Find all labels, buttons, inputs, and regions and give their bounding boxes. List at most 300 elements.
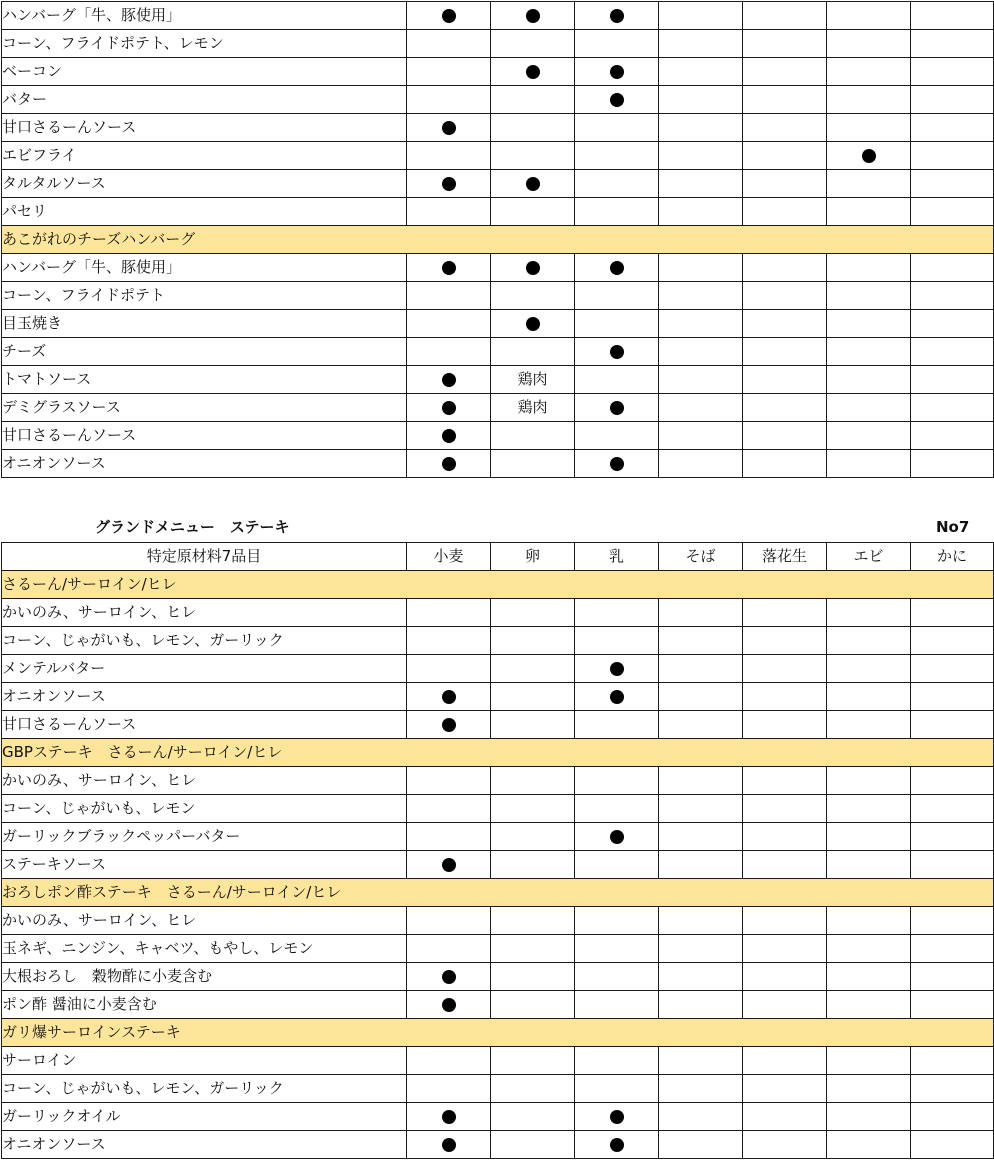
contains-dot-icon: [442, 429, 456, 443]
allergen-cell: [491, 851, 575, 879]
contains-dot-icon: [442, 177, 456, 191]
contains-dot-icon: [442, 718, 456, 732]
allergen-cell: [827, 282, 911, 310]
section-title: あこがれのチーズハンバーグ: [2, 226, 994, 254]
allergen-cell: [743, 1075, 827, 1103]
contains-dot-icon: [526, 9, 540, 23]
allergen-table-hamburg: [1, 1, 994, 478]
allergen-cell: [659, 655, 743, 683]
allergen-cell: [659, 450, 743, 478]
allergen-cell: [743, 599, 827, 627]
ingredient-label: 大根おろし 穀物酢に小麦含む: [2, 963, 407, 991]
allergen-cell: [743, 450, 827, 478]
allergen-cell: [407, 907, 491, 935]
table-row: [2, 1131, 994, 1159]
allergen-cell: [575, 683, 659, 711]
ingredient-label: ポン酢 醤油に小麦含む: [2, 991, 407, 1019]
allergen-cell: [659, 86, 743, 114]
contains-dot-icon: [610, 9, 624, 23]
allergen-cell: [407, 991, 491, 1019]
allergen-cell: [491, 599, 575, 627]
allergen-cell: [911, 2, 994, 30]
allergen-cell: [659, 767, 743, 795]
allergen-cell: [743, 2, 827, 30]
allergen-cell: [743, 1047, 827, 1075]
allergen-cell: [659, 627, 743, 655]
allergen-cell: [575, 310, 659, 338]
allergen-cell: [407, 282, 491, 310]
allergen-cell: [491, 394, 575, 422]
section-title: おろしポン酢ステーキ さるーん/サーロイン/ヒレ: [2, 879, 994, 907]
contains-dot-icon: [442, 373, 456, 387]
table-row: [2, 2, 994, 30]
allergen-cell: [911, 114, 994, 142]
allergen-cell: [659, 422, 743, 450]
ingredient-label: ガーリックブラックペッパーバター: [2, 823, 407, 851]
allergen-cell: [491, 366, 575, 394]
table-row: [2, 30, 994, 58]
allergen-cell: [575, 963, 659, 991]
allergen-cell: [491, 1131, 575, 1159]
allergen-cell: [575, 907, 659, 935]
allergen-cell: [407, 1103, 491, 1131]
ingredient-label: オニオンソース: [2, 450, 407, 478]
allergen-cell: [911, 683, 994, 711]
allergen-cell: [827, 366, 911, 394]
allergen-cell: [407, 450, 491, 478]
allergen-cell: [491, 627, 575, 655]
allergen-cell: [827, 1131, 911, 1159]
allergen-cell: [827, 450, 911, 478]
allergen-cell: [827, 851, 911, 879]
allergen-cell: [407, 338, 491, 366]
allergen-note: 鶏肉: [517, 398, 548, 416]
ingredient-label: エビフライ: [2, 142, 407, 170]
allergen-cell: [491, 1075, 575, 1103]
allergen-cell: [491, 655, 575, 683]
allergen-cell: [827, 935, 911, 963]
allergen-cell: [743, 767, 827, 795]
allergen-cell: [743, 907, 827, 935]
allergen-cell: [911, 450, 994, 478]
allergen-cell: [575, 170, 659, 198]
allergen-cell: [743, 142, 827, 170]
allergen-cell: [911, 1131, 994, 1159]
section-title: ガリ爆サーロインステーキ: [2, 1019, 994, 1047]
allergen-cell: [491, 58, 575, 86]
allergen-cell: [743, 627, 827, 655]
allergen-cell: [491, 823, 575, 851]
allergen-cell: [407, 599, 491, 627]
allergen-cell: [659, 2, 743, 30]
allergen-cell: [911, 198, 994, 226]
table-row: [2, 1075, 994, 1103]
allergen-cell: [407, 963, 491, 991]
allergen-cell: [659, 795, 743, 823]
table-row: [2, 58, 994, 86]
allergen-cell: [407, 142, 491, 170]
table-row: [2, 142, 994, 170]
contains-dot-icon: [442, 1110, 456, 1124]
allergen-cell: [575, 991, 659, 1019]
table-row: [2, 711, 994, 739]
allergen-cell: [659, 1103, 743, 1131]
allergen-cell: [827, 2, 911, 30]
contains-dot-icon: [442, 858, 456, 872]
section-header-row: [2, 226, 994, 254]
allergen-cell: [827, 142, 911, 170]
table-row: [2, 991, 994, 1019]
allergen-cell: [743, 198, 827, 226]
allergen-cell: [659, 366, 743, 394]
allergen-cell: [659, 338, 743, 366]
contains-dot-icon: [442, 9, 456, 23]
section-header-row: [2, 571, 994, 599]
allergen-cell: [911, 86, 994, 114]
contains-dot-icon: [442, 690, 456, 704]
ingredient-label: トマトソース: [2, 366, 407, 394]
ingredient-label: オニオンソース: [2, 683, 407, 711]
allergen-cell: [575, 366, 659, 394]
ingredient-label: ガーリックオイル: [2, 1103, 407, 1131]
contains-dot-icon: [610, 662, 624, 676]
allergen-cell: [659, 991, 743, 1019]
ingredient-label: コーン、じゃがいも、レモン、ガーリック: [2, 1075, 407, 1103]
allergen-cell: [827, 795, 911, 823]
allergen-cell: [827, 198, 911, 226]
allergen-cell: [575, 627, 659, 655]
ingredient-label: デミグラスソース: [2, 394, 407, 422]
allergen-cell: [911, 795, 994, 823]
allergen-cell: [407, 394, 491, 422]
allergen-cell: [659, 599, 743, 627]
contains-dot-icon: [610, 93, 624, 107]
allergen-cell: [743, 338, 827, 366]
allergen-cell: [911, 394, 994, 422]
allergen-cell: [827, 823, 911, 851]
contains-dot-icon: [610, 345, 624, 359]
ingredient-label: メンテルバター: [2, 655, 407, 683]
menu-title: グランドメニュー ステーキ: [95, 518, 290, 536]
allergen-cell: [743, 683, 827, 711]
allergen-cell: [575, 1131, 659, 1159]
allergen-cell: [659, 198, 743, 226]
allergen-cell: [659, 823, 743, 851]
table-row: [2, 310, 994, 338]
allergen-cell: [827, 170, 911, 198]
table-row: [2, 254, 994, 282]
allergen-cell: [575, 767, 659, 795]
allergen-cell: [827, 1047, 911, 1075]
section-title: GBPステーキ さるーん/サーロイン/ヒレ: [2, 739, 994, 767]
table-row: [2, 450, 994, 478]
ingredient-label: バター: [2, 86, 407, 114]
table-row: [2, 366, 994, 394]
table-row: [2, 114, 994, 142]
allergen-cell: [743, 851, 827, 879]
allergen-cell: [659, 394, 743, 422]
ingredient-label: チーズ: [2, 338, 407, 366]
allergen-cell: [659, 711, 743, 739]
table-row: [2, 170, 994, 198]
allergen-cell: [491, 198, 575, 226]
allergen-cell: [407, 422, 491, 450]
allergen-cell: [827, 599, 911, 627]
contains-dot-icon: [610, 690, 624, 704]
allergen-cell: [491, 683, 575, 711]
allergen-cell: [743, 282, 827, 310]
table-row: [2, 198, 994, 226]
allergen-cell: [911, 366, 994, 394]
column-header: 小麦: [407, 543, 491, 571]
allergen-cell: [575, 338, 659, 366]
allergen-cell: [743, 655, 827, 683]
ingredient-label: 玉ネギ、ニンジン、キャベツ、もやし、レモン: [2, 935, 407, 963]
allergen-cell: [827, 991, 911, 1019]
header-label: 特定原材料7品目: [2, 543, 407, 571]
allergen-cell: [911, 1075, 994, 1103]
allergen-cell: [491, 338, 575, 366]
table-row: [2, 338, 994, 366]
ingredient-label: 甘口さるーんソース: [2, 422, 407, 450]
ingredient-label: ハンバーグ「牛、豚使用」: [2, 2, 407, 30]
allergen-cell: [911, 422, 994, 450]
allergen-cell: [827, 907, 911, 935]
ingredient-label: コーン、じゃがいも、レモン、ガーリック: [2, 627, 407, 655]
allergen-cell: [911, 1047, 994, 1075]
allergen-cell: [911, 655, 994, 683]
allergen-cell: [659, 1047, 743, 1075]
table-row: [2, 767, 994, 795]
allergen-cell: [659, 58, 743, 86]
allergen-cell: [827, 86, 911, 114]
allergen-cell: [491, 114, 575, 142]
allergen-cell: [911, 1103, 994, 1131]
allergen-cell: [407, 711, 491, 739]
allergen-cell: [911, 711, 994, 739]
contains-dot-icon: [610, 65, 624, 79]
table-row: [2, 394, 994, 422]
allergen-cell: [827, 627, 911, 655]
allergen-cell: [827, 254, 911, 282]
contains-dot-icon: [442, 121, 456, 135]
allergen-cell: [827, 711, 911, 739]
table-row: [2, 282, 994, 310]
allergen-cell: [827, 1103, 911, 1131]
contains-dot-icon: [610, 1138, 624, 1152]
ingredient-label: 目玉焼き: [2, 310, 407, 338]
allergen-cell: [575, 142, 659, 170]
allergen-cell: [911, 823, 994, 851]
table-header-row: [2, 543, 994, 571]
ingredient-label: ステーキソース: [2, 851, 407, 879]
contains-dot-icon: [526, 65, 540, 79]
allergen-cell: [827, 422, 911, 450]
allergen-cell: [407, 683, 491, 711]
allergen-cell: [575, 1103, 659, 1131]
contains-dot-icon: [526, 261, 540, 275]
table-row: [2, 86, 994, 114]
allergen-cell: [407, 1131, 491, 1159]
contains-dot-icon: [442, 457, 456, 471]
contains-dot-icon: [610, 401, 624, 415]
allergen-cell: [659, 907, 743, 935]
allergen-cell: [407, 2, 491, 30]
allergen-cell: [743, 254, 827, 282]
allergen-cell: [911, 338, 994, 366]
allergen-cell: [743, 935, 827, 963]
allergen-cell: [743, 963, 827, 991]
allergen-cell: [491, 86, 575, 114]
allergen-cell: [743, 30, 827, 58]
allergen-cell: [491, 907, 575, 935]
table-row: [2, 851, 994, 879]
allergen-cell: [407, 310, 491, 338]
allergen-cell: [743, 422, 827, 450]
allergen-cell: [575, 711, 659, 739]
allergen-cell: [659, 1131, 743, 1159]
section-header-row: [2, 879, 994, 907]
allergen-cell: [743, 795, 827, 823]
allergen-cell: [407, 58, 491, 86]
allergen-cell: [491, 254, 575, 282]
allergen-cell: [659, 142, 743, 170]
ingredient-label: コーン、じゃがいも、レモン: [2, 795, 407, 823]
table-row: [2, 823, 994, 851]
table-row: [2, 655, 994, 683]
table-row: [2, 599, 994, 627]
allergen-cell: [911, 627, 994, 655]
ingredient-label: かいのみ、サーロイン、ヒレ: [2, 767, 407, 795]
allergen-cell: [491, 282, 575, 310]
allergen-cell: [575, 422, 659, 450]
section-header-row: [2, 1019, 994, 1047]
allergen-cell: [575, 58, 659, 86]
allergen-cell: [491, 422, 575, 450]
allergen-cell: [743, 86, 827, 114]
allergen-cell: [491, 2, 575, 30]
allergen-cell: [743, 991, 827, 1019]
allergen-cell: [911, 170, 994, 198]
allergen-cell: [911, 767, 994, 795]
ingredient-label: パセリ: [2, 198, 407, 226]
allergen-cell: [659, 1075, 743, 1103]
allergen-cell: [911, 963, 994, 991]
contains-dot-icon: [526, 177, 540, 191]
allergen-cell: [911, 851, 994, 879]
allergen-cell: [575, 795, 659, 823]
allergen-cell: [575, 2, 659, 30]
allergen-cell: [407, 1075, 491, 1103]
contains-dot-icon: [862, 149, 876, 163]
column-header: そば: [659, 543, 743, 571]
allergen-cell: [407, 767, 491, 795]
allergen-cell: [827, 58, 911, 86]
allergen-cell: [911, 907, 994, 935]
table-row: [2, 683, 994, 711]
contains-dot-icon: [442, 401, 456, 415]
allergen-cell: [407, 1047, 491, 1075]
allergen-cell: [827, 338, 911, 366]
allergen-cell: [743, 58, 827, 86]
allergen-cell: [659, 254, 743, 282]
allergen-cell: [491, 935, 575, 963]
allergen-cell: [827, 114, 911, 142]
allergen-cell: [491, 963, 575, 991]
allergen-cell: [407, 170, 491, 198]
allergen-cell: [575, 282, 659, 310]
allergen-cell: [743, 366, 827, 394]
allergen-cell: [827, 683, 911, 711]
allergen-cell: [575, 86, 659, 114]
ingredient-label: ベーコン: [2, 58, 407, 86]
allergen-cell: [407, 254, 491, 282]
ingredient-label: オニオンソース: [2, 1131, 407, 1159]
allergen-cell: [575, 823, 659, 851]
allergen-cell: [491, 142, 575, 170]
allergen-cell: [407, 30, 491, 58]
allergen-cell: [491, 795, 575, 823]
column-header: 乳: [575, 543, 659, 571]
allergen-cell: [743, 394, 827, 422]
allergen-cell: [491, 1047, 575, 1075]
allergen-cell: [491, 767, 575, 795]
allergen-cell: [743, 823, 827, 851]
contains-dot-icon: [442, 1138, 456, 1152]
allergen-cell: [575, 851, 659, 879]
allergen-cell: [743, 310, 827, 338]
allergen-cell: [575, 30, 659, 58]
allergen-cell: [407, 935, 491, 963]
allergen-cell: [575, 599, 659, 627]
table-row: [2, 422, 994, 450]
contains-dot-icon: [442, 970, 456, 984]
allergen-cell: [743, 1103, 827, 1131]
allergen-table-steak: [1, 542, 994, 1159]
allergen-cell: [575, 655, 659, 683]
allergen-cell: [827, 310, 911, 338]
ingredient-label: サーロイン: [2, 1047, 407, 1075]
allergen-cell: [575, 254, 659, 282]
column-header: かに: [911, 543, 994, 571]
allergen-cell: [491, 170, 575, 198]
contains-dot-icon: [610, 261, 624, 275]
allergen-cell: [407, 655, 491, 683]
table-row: [2, 963, 994, 991]
allergen-cell: [827, 767, 911, 795]
allergen-cell: [575, 1047, 659, 1075]
allergen-cell: [659, 851, 743, 879]
table-row: [2, 907, 994, 935]
allergen-cell: [407, 86, 491, 114]
allergen-cell: [407, 851, 491, 879]
table-row: [2, 1103, 994, 1131]
allergen-cell: [491, 30, 575, 58]
ingredient-label: かいのみ、サーロイン、ヒレ: [2, 907, 407, 935]
allergen-cell: [491, 1103, 575, 1131]
allergen-cell: [911, 254, 994, 282]
column-header: 落花生: [743, 543, 827, 571]
allergen-cell: [407, 114, 491, 142]
allergen-cell: [827, 1075, 911, 1103]
allergen-cell: [659, 282, 743, 310]
ingredient-label: かいのみ、サーロイン、ヒレ: [2, 599, 407, 627]
allergen-cell: [491, 450, 575, 478]
table-row: [2, 935, 994, 963]
allergen-note: 鶏肉: [517, 370, 548, 388]
column-header: エビ: [827, 543, 911, 571]
contains-dot-icon: [442, 998, 456, 1012]
